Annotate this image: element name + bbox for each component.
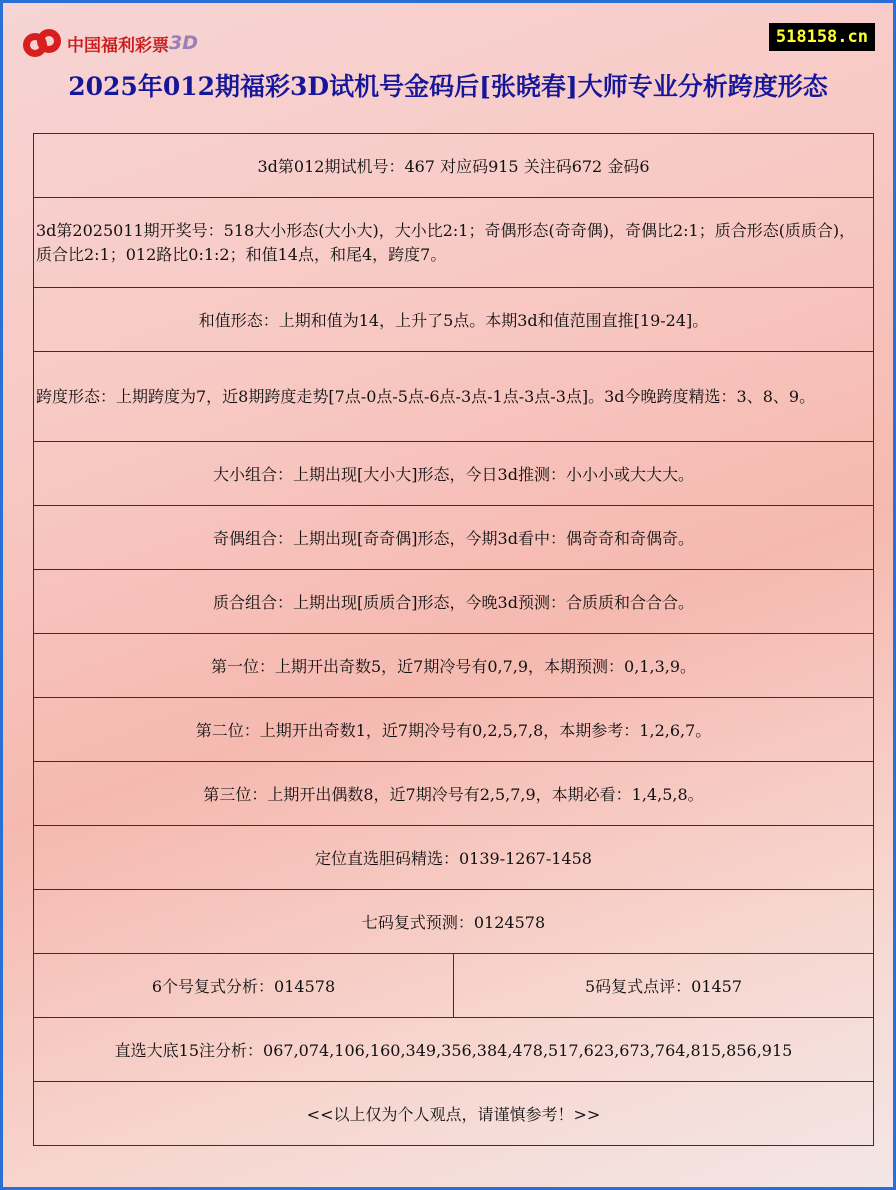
logo [23,25,198,61]
table-row [34,1018,874,1082]
table-row [34,634,874,698]
table-row [34,1082,874,1146]
logo-text: 中国福利彩票 [67,35,169,56]
size-combo: 大小组合：上期出现[大小大]形态，今日3d推测：小小小或大大大。 [34,442,874,506]
table-row [34,198,874,288]
prime-combo: 质合组合：上期出现[质质合]形态，今晚3d预测：合质质和合合合。 [34,570,874,634]
last-draw: 3d第2025011期开奖号：518大小形态(大小大)，大小比2:1；奇偶形态(奇奇偶)，奇偶比2:1；质合形态(质质合)，质合比2:1；012路比0:1:2；和值14点，和尾4，跨度7。 [34,198,874,288]
table-row [34,890,874,954]
table-row [34,762,874,826]
direct-picks: 直选大底15注分析：067,074,106,160,349,356,384,478,517,623,673,764,815,856,915 [34,1018,874,1082]
table-row [34,826,874,890]
second-position: 第二位：上期开出奇数1，近7期冷号有0,2,5,7,8，本期参考：1,2,6,7。 [34,698,874,762]
site-badge[interactable]: 518158.cn [769,23,875,51]
table-row [34,442,874,506]
sum-pattern: 和值形态：上期和值为14，上升了5点。本期3d和值范围直推[19-24]。 [34,288,874,352]
page-title: 2025年012期福彩3D试机号金码后[张晓春]大师专业分析跨度形态 [68,72,828,101]
table-row [34,954,874,1018]
third-position: 第三位：上期开出偶数8，近7期冷号有2,5,7,9，本期必看：1,4,5,8。 [34,762,874,826]
table-row [34,570,874,634]
first-position: 第一位：上期开出奇数5，近7期冷号有0,7,9，本期预测：0,1,3,9。 [34,634,874,698]
trial-number: 3d第012期试机号：467 对应码915 关注码672 金码6 [34,134,874,198]
span-pattern: 跨度形态：上期跨度为7，近8期跨度走势[7点-0点-5点-6点-3点-1点-3点-3点]。3d今晚跨度精选：3、8、9。 [34,352,874,442]
position-picks: 定位直选胆码精选：0139-1267-1458 [34,826,874,890]
welfare-lottery-logo-icon [23,25,63,61]
analysis-table [33,133,874,1146]
five-code: 5码复式点评：01457 [454,954,874,1018]
disclaimer: <<以上仅为个人观点，请谨慎参考！>> [34,1082,874,1146]
table-row [34,134,874,198]
six-code: 6个号复式分析：014578 [34,954,454,1018]
table-row [34,698,874,762]
table-row [34,352,874,442]
seven-code: 七码复式预测：0124578 [34,890,874,954]
table-row [34,506,874,570]
table-row [34,288,874,352]
logo-3d: 3D [169,32,198,54]
parity-combo: 奇偶组合：上期出现[奇奇偶]形态，今期3d看中：偶奇奇和奇偶奇。 [34,506,874,570]
